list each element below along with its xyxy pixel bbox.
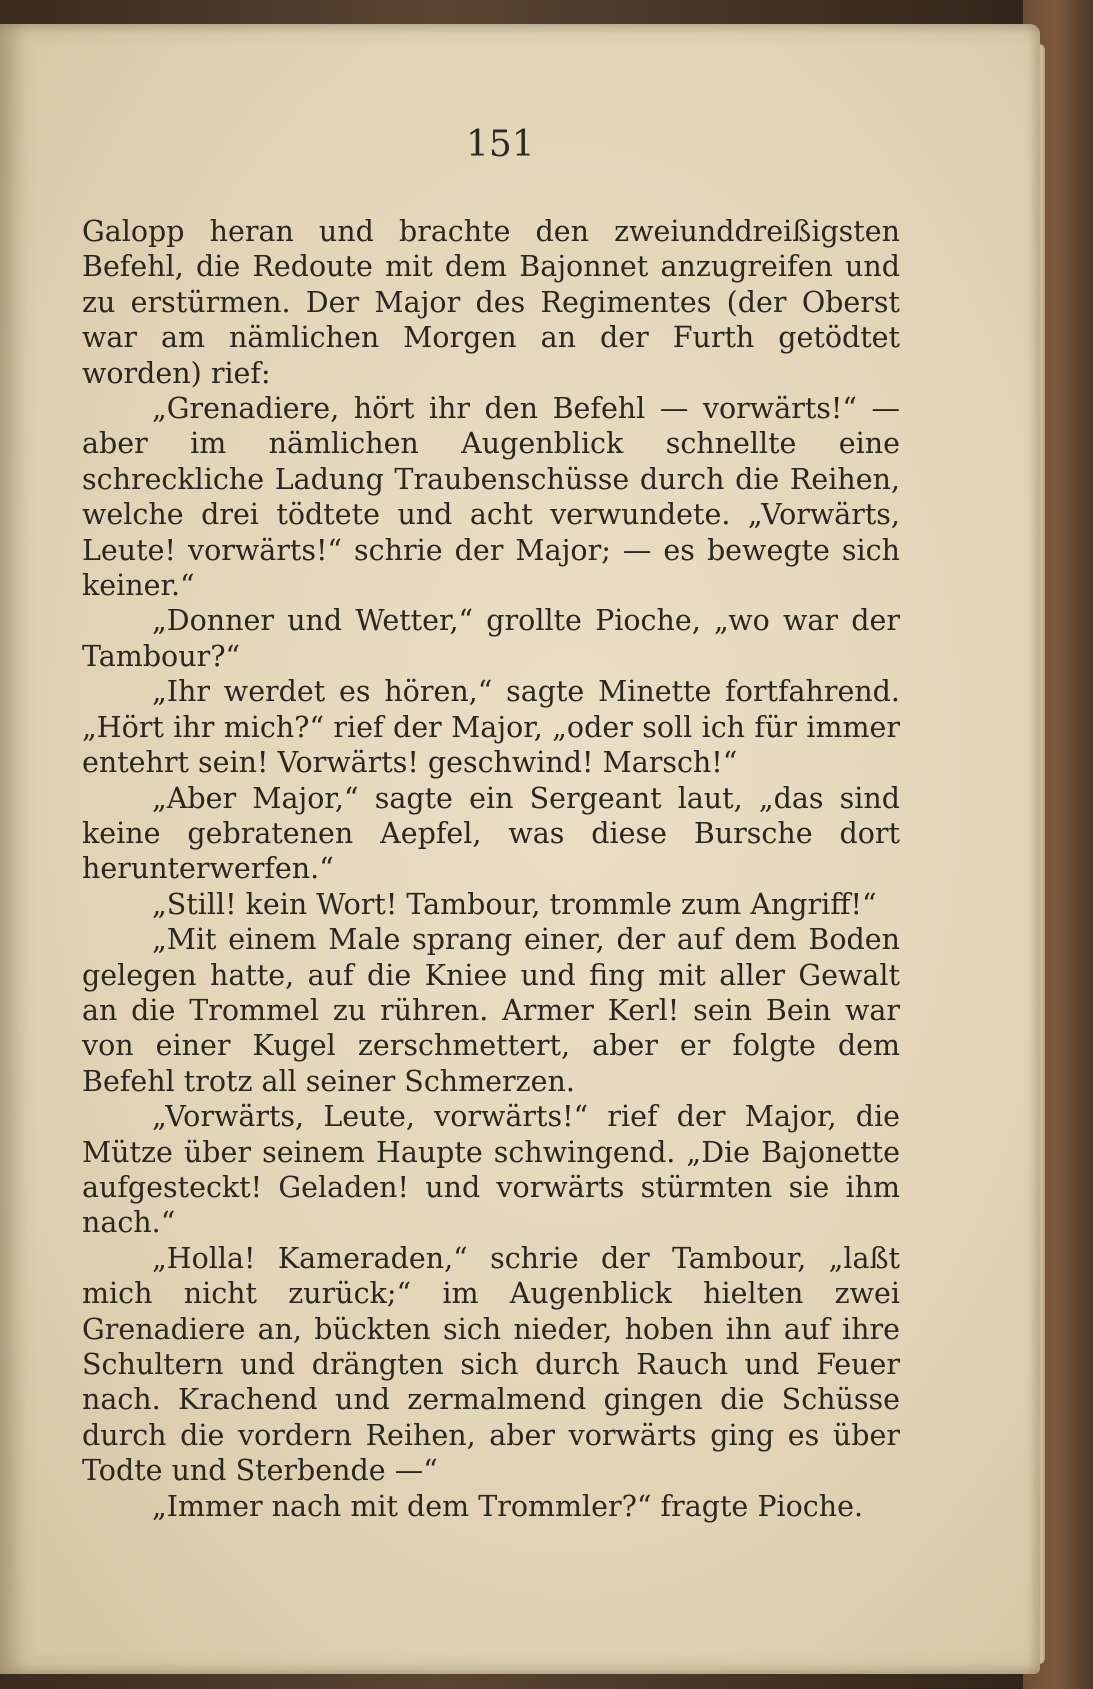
paragraph: „Vorwärts, Leute, vorwärts!“ rief der Major, die Mütze über seinem Haupte schwingend. „Die Bajonette aufgesteckt! Geladen! und vorwärts stürmten sie ihm nach.“ — [82, 1100, 900, 1240]
paragraph: „Still! kein Wort! Tambour, trommle zum Angriff!“ — [152, 887, 877, 921]
page-number: 151 — [466, 124, 535, 165]
paragraph: „Donner und Wetter,“ grollte Pioche, „wo war der Tambour?“ — [82, 604, 900, 673]
paragraph: „Aber Major,“ sagte ein Sergeant laut, „das sind keine gebratenen Aepfel, was diese Bursche dort herunterwerfen.“ — [82, 781, 900, 886]
paragraph: „Ihr werdet es hören,“ sagte Minette fortfahrend. „Hört ihr mich?“ rief der Major, „oder soll ich für immer entehrt sein! Vorwärts! geschwind! Marsch!“ — [82, 675, 900, 780]
paragraph: „Grenadiere, hört ihr den Befehl — vorwärts!“ — aber im nämlichen Augenblick schnellte eine schreckliche Ladung Traubenschüsse durch die Reihen, welche drei tödtete und acht verwundete. „Vorwärts, Leute! vorwärts!“ schrie der Major; — es bewegte sich keiner.“ — [82, 392, 900, 603]
page-text — [82, 214, 900, 1524]
book-page — [0, 24, 1040, 1674]
paragraph: „Immer nach mit dem Trommler?“ fragte Pioche. — [152, 1489, 864, 1523]
paragraph: „Mit einem Male sprang einer, der auf dem Boden gelegen hatte, auf die Kniee und fing mit aller Gewalt an die Trommel zu rühren. Armer Kerl! sein Bein war von einer Kugel zerschmettert, aber er folgte dem Befehl trotz all seiner Schmerzen. — [82, 923, 900, 1098]
paragraph: Galopp heran und brachte den zweiunddreißigsten Befehl, die Redoute mit dem Bajonnet anzugreifen und zu erstürmen. Der Major des Regimentes (der Oberst war am nämlichen Morgen an der Furth getödtet worden) rief: — [82, 215, 900, 390]
paragraph: „Holla! Kameraden,“ schrie der Tambour, „laßt mich nicht zurück;“ im Augenblick hielten zwei Grenadiere an, bückten sich nieder, hoben ihn auf ihre Schultern und drängten sich durch Rauch und Feuer nach. Krachend und zermalmend gingen die Schüsse durch die vordern Reihen, aber vorwärts ging es über Todte und Sterbende —“ — [82, 1241, 900, 1488]
